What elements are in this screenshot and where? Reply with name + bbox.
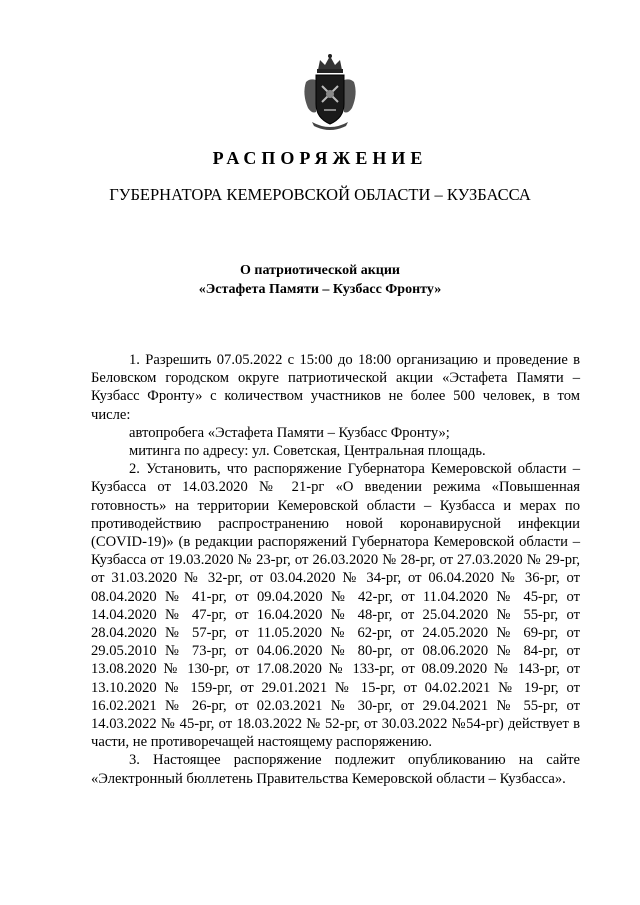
paragraph-1-item-meeting: митинга по адресу: ул. Советская, Центральная площадь. <box>129 443 486 460</box>
paragraph-3: 3. Настоящее распоряжение подлежит опубликованию на сайте «Электронный бюллетень Правительства Кемеровской области – Кузбасса». <box>91 752 580 787</box>
document-body <box>91 351 580 788</box>
paragraph-1-item-motor-rally: автопробега «Эстафета Памяти – Кузбасс Фронту»; <box>129 424 450 441</box>
kuzbass-coat-of-arms-icon <box>298 52 362 132</box>
subject-line-2: «Эстафета Памяти – Кузбасс Фронту» <box>198 282 442 297</box>
document-issuer: ГУБЕРНАТОРА КЕМЕРОВСКОЙ ОБЛАСТИ – КУЗБАССА <box>109 185 531 204</box>
paragraph-2: 2. Установить, что распоряжение Губернатора Кемеровской области – Кузбасса от 14.03.2020 № 21-рг «О введении режима «Повышенная готовность» на территории Кемеровской области – Кузбасса и мерах по противодействию распространению новой коронавирусной инфекции (COVID-19)» (в редакции распоряжений Губернатора Кемеровской области – Кузбасса от 19.03.2020 № 23-рг, от 26.03.2020 № 28-рг, от 27.03.2020 № 29-рг, от 31.03.2020 № 32-рг, от 03.04.2020 № 34-рг, от 06.04.2020 № 36-рг, от 08.04.2020 № 41-рг, от 09.04.2020 № 42-рг, от 11.04.2020 № 45-рг, от 14.04.2020 № 47-рг, от 16.04.2020 № 48-рг, от 25.04.2020 № 55-рг, от 28.04.2020 № 57-рг, от 11.05.2020 № 62-рг, от 24.05.2020 № 69-рг, от 29.05.2010 № 73-рг, от 04.06.2020 № 80-рг, от 08.06.2020 № 84-рг, от 13.08.2020 № 130-рг, от 17.08.2020 № 133-рг, от 08.09.2020 № 143-рг, от 13.10.2020 № 159-рг, от 29.01.2021 № 15-рг, от 04.02.2021 № 19-рг, от 16.02.2021 № 26-рг, от 02.03.2021 № 30-рг, от 29.04.2021 № 55-рг, от 14.03.2022 № 45-рг, от 18.03.2022 № 52-рг, от 30.03.2022 №54-рг) действует в части, не противоречащей настоящему распоряжению. <box>91 461 580 751</box>
paragraph-1: 1. Разрешить 07.05.2022 с 15:00 до 18:00 организацию и проведение в Беловском городском округе патриотической акции «Эстафета Памяти – Кузбасс Фронту» с количеством участников не более 500 человек, в том числе: <box>91 352 580 423</box>
document-subject <box>0 261 640 299</box>
document-type-title: РАСПОРЯЖЕНИЕ <box>212 148 428 168</box>
subject-line-1: О патриотической акции <box>240 263 400 278</box>
